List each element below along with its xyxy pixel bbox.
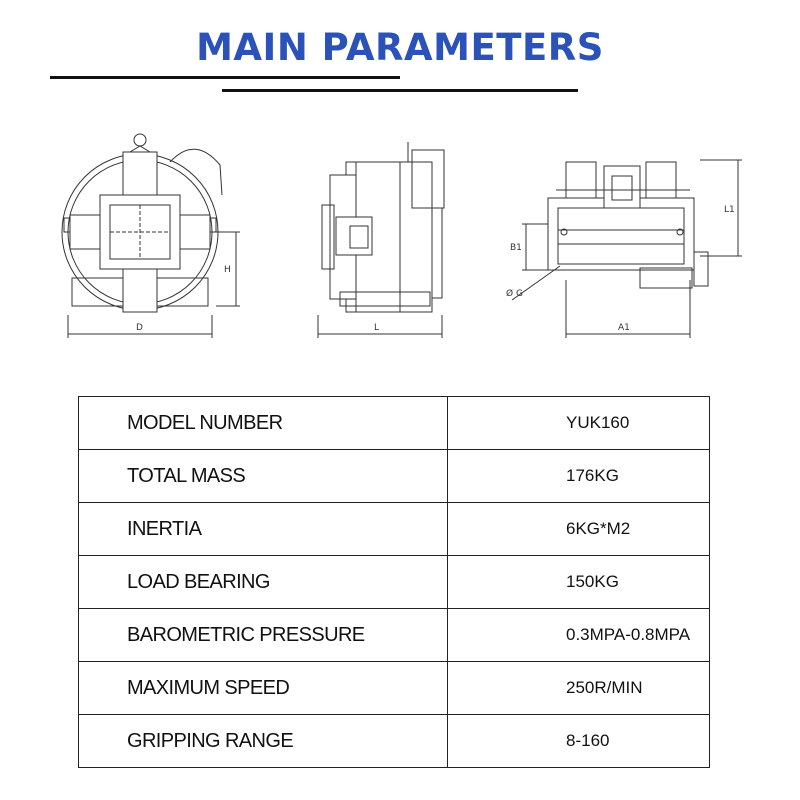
title-underline-right xyxy=(222,89,578,92)
table-row xyxy=(79,662,710,715)
side-view xyxy=(318,142,444,338)
param-value: 176KG xyxy=(448,450,710,503)
dim-label-diameter: Ø G xyxy=(506,289,523,299)
param-label: TOTAL MASS xyxy=(79,450,448,503)
table-row xyxy=(79,556,710,609)
param-value: 150KG xyxy=(448,556,710,609)
table-row xyxy=(79,609,710,662)
table-row xyxy=(79,715,710,768)
parameters-table xyxy=(78,396,710,768)
front-view xyxy=(62,134,240,338)
dim-label-a1: A1 xyxy=(618,323,630,333)
technical-drawing xyxy=(0,120,800,350)
table-row xyxy=(79,450,710,503)
param-value: 250R/MIN xyxy=(448,662,710,715)
title-underline-left xyxy=(50,76,400,79)
param-label: INERTIA xyxy=(79,503,448,556)
param-value: 8-160 xyxy=(448,715,710,768)
dim-label-l: L xyxy=(374,323,380,333)
param-label: LOAD BEARING xyxy=(79,556,448,609)
dim-label-b1: B1 xyxy=(510,243,522,253)
dim-label-d: D xyxy=(136,323,143,333)
table-row xyxy=(79,397,710,450)
page-title: MAIN PARAMETERS xyxy=(196,26,604,69)
top-view xyxy=(512,160,742,338)
param-value: YUK160 xyxy=(448,397,710,450)
param-label: GRIPPING RANGE xyxy=(79,715,448,768)
param-label: MAXIMUM SPEED xyxy=(79,662,448,715)
param-value: 0.3MPA-0.8MPA xyxy=(448,609,710,662)
dim-label-l1: L1 xyxy=(724,205,735,215)
table-row xyxy=(79,503,710,556)
dim-label-h: H xyxy=(224,265,231,275)
param-value: 6KG*M2 xyxy=(448,503,710,556)
param-label: MODEL NUMBER xyxy=(79,397,448,450)
param-label: BAROMETRIC PRESSURE xyxy=(79,609,448,662)
